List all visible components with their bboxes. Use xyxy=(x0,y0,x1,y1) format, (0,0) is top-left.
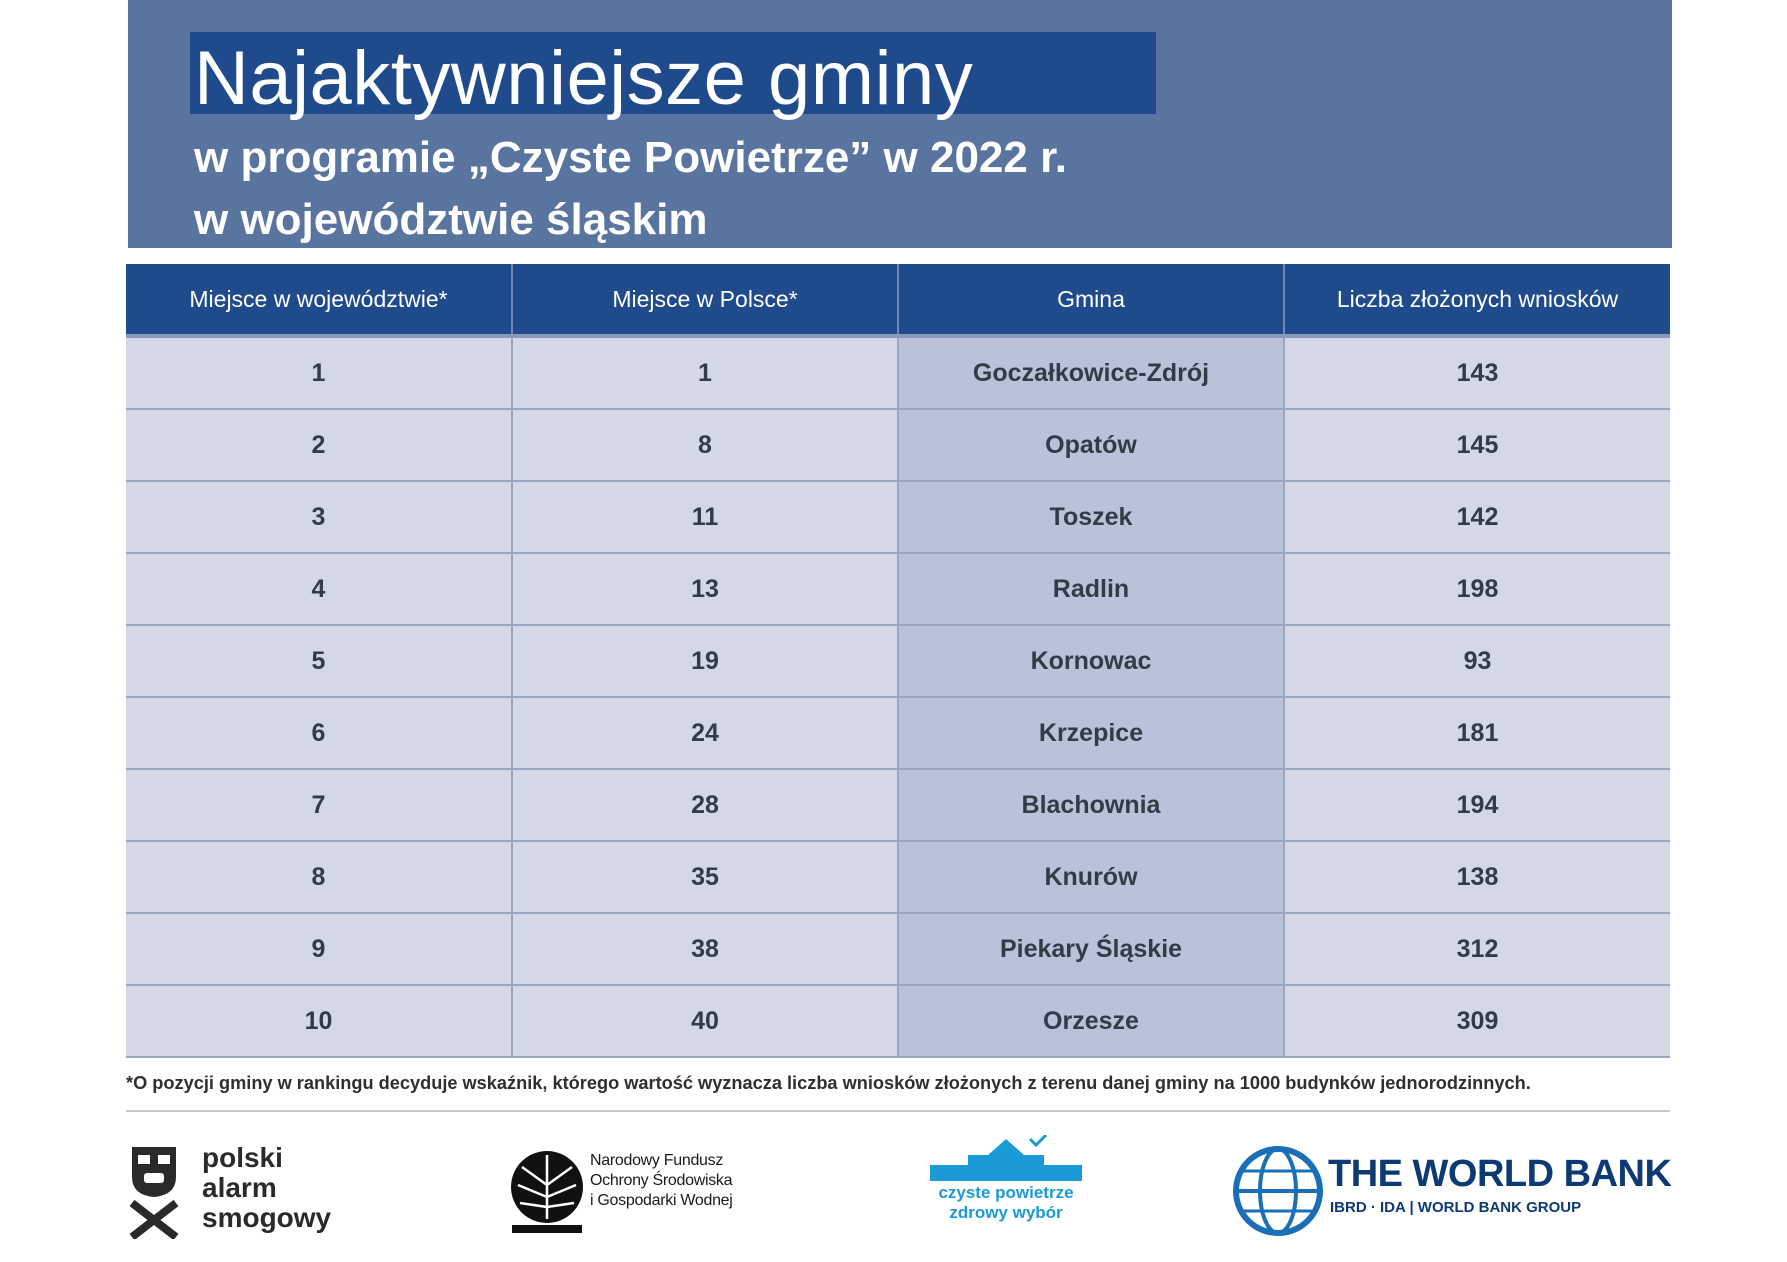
pas-logo-line1: polski xyxy=(202,1142,283,1173)
pas-logo-line3: smogowy xyxy=(202,1202,332,1233)
czyste-powietrze-logo xyxy=(928,1135,1088,1235)
nfosigw-logo-line3: i Gospodarki Wodnej xyxy=(590,1192,733,1209)
world-bank-logo xyxy=(1232,1145,1672,1237)
cell-commune: Opatów xyxy=(898,409,1284,481)
cell-commune: Piekary Śląskie xyxy=(898,913,1284,985)
cell-applications: 142 xyxy=(1284,481,1670,553)
nfosigw-logo-line2: Ochrony Środowiska xyxy=(590,1172,733,1189)
subtitle-region: w województwie śląskim xyxy=(194,195,708,244)
table-row xyxy=(126,336,1670,409)
cell-commune: Krzepice xyxy=(898,697,1284,769)
divider xyxy=(126,1110,1670,1112)
pas-logo-line2: alarm xyxy=(202,1172,277,1203)
cell-applications: 138 xyxy=(1284,841,1670,913)
cell-voivodeship-rank: 9 xyxy=(126,913,512,985)
ranking-table xyxy=(126,264,1670,1058)
column-header-voivodeship-rank: Miejsce w województwie* xyxy=(126,264,512,336)
pas-logo-text xyxy=(202,1143,331,1233)
house-roof-icon xyxy=(928,1135,1084,1183)
table-row xyxy=(126,913,1670,985)
world-bank-subtitle: IBRD · IDA | WORLD BANK GROUP xyxy=(1330,1199,1582,1216)
cell-poland-rank: 28 xyxy=(512,769,898,841)
cell-voivodeship-rank: 10 xyxy=(126,985,512,1057)
cell-applications: 145 xyxy=(1284,409,1670,481)
cell-applications: 181 xyxy=(1284,697,1670,769)
nfosigw-logo-text xyxy=(590,1151,733,1211)
table-row xyxy=(126,409,1670,481)
table-row xyxy=(126,841,1670,913)
gas-mask-icon xyxy=(126,1143,182,1239)
cell-applications: 194 xyxy=(1284,769,1670,841)
cell-poland-rank: 19 xyxy=(512,625,898,697)
cell-poland-rank: 38 xyxy=(512,913,898,985)
cell-applications: 198 xyxy=(1284,553,1670,625)
cell-poland-rank: 40 xyxy=(512,985,898,1057)
nfosigw-logo-line1: Narodowy Fundusz xyxy=(590,1152,724,1169)
czyste-powietrze-line2: zdrowy wybór xyxy=(949,1203,1063,1222)
cell-commune: Radlin xyxy=(898,553,1284,625)
table-header-row xyxy=(126,264,1670,336)
world-bank-title: THE WORLD BANK xyxy=(1328,1153,1672,1195)
subtitle-program: w programie „Czyste Powietrze” w 2022 r. xyxy=(194,133,1067,182)
cell-voivodeship-rank: 8 xyxy=(126,841,512,913)
page-title: Najaktywniejsze gminy xyxy=(194,36,974,121)
nfosigw-logo xyxy=(508,1145,768,1235)
nfosigw-emblem-icon xyxy=(508,1145,586,1235)
cell-voivodeship-rank: 2 xyxy=(126,409,512,481)
cell-voivodeship-rank: 3 xyxy=(126,481,512,553)
table-row xyxy=(126,985,1670,1057)
footnote: *O pozycji gminy w rankingu decyduje wskaźnik, którego wartość wyznacza liczba wniosków złożonych z terenu danej gminy na 1000 budynków jednorodzinnych. xyxy=(126,1073,1531,1093)
cell-applications: 312 xyxy=(1284,913,1670,985)
cell-applications: 309 xyxy=(1284,985,1670,1057)
cell-poland-rank: 13 xyxy=(512,553,898,625)
table-row xyxy=(126,697,1670,769)
cell-applications: 143 xyxy=(1284,336,1670,409)
czyste-powietrze-text xyxy=(928,1183,1084,1223)
cell-commune: Blachownia xyxy=(898,769,1284,841)
czyste-powietrze-line1: czyste powietrze xyxy=(938,1183,1074,1202)
cell-commune: Knurów xyxy=(898,841,1284,913)
table-row xyxy=(126,553,1670,625)
cell-applications: 93 xyxy=(1284,625,1670,697)
cell-poland-rank: 1 xyxy=(512,336,898,409)
table-row xyxy=(126,769,1670,841)
globe-icon xyxy=(1232,1145,1324,1237)
cell-poland-rank: 8 xyxy=(512,409,898,481)
cell-commune: Toszek xyxy=(898,481,1284,553)
cell-commune: Kornowac xyxy=(898,625,1284,697)
column-header-commune: Gmina xyxy=(898,264,1284,336)
cell-poland-rank: 11 xyxy=(512,481,898,553)
cell-commune: Orzesze xyxy=(898,985,1284,1057)
cell-voivodeship-rank: 4 xyxy=(126,553,512,625)
cell-poland-rank: 24 xyxy=(512,697,898,769)
column-header-poland-rank: Miejsce w Polsce* xyxy=(512,264,898,336)
cell-voivodeship-rank: 5 xyxy=(126,625,512,697)
column-header-applications: Liczba złożonych wniosków xyxy=(1284,264,1670,336)
table-row xyxy=(126,481,1670,553)
polski-alarm-smogowy-logo xyxy=(126,1143,356,1243)
cell-voivodeship-rank: 6 xyxy=(126,697,512,769)
cell-poland-rank: 35 xyxy=(512,841,898,913)
table-row xyxy=(126,625,1670,697)
cell-commune: Goczałkowice-Zdrój xyxy=(898,336,1284,409)
cell-voivodeship-rank: 1 xyxy=(126,336,512,409)
cell-voivodeship-rank: 7 xyxy=(126,769,512,841)
